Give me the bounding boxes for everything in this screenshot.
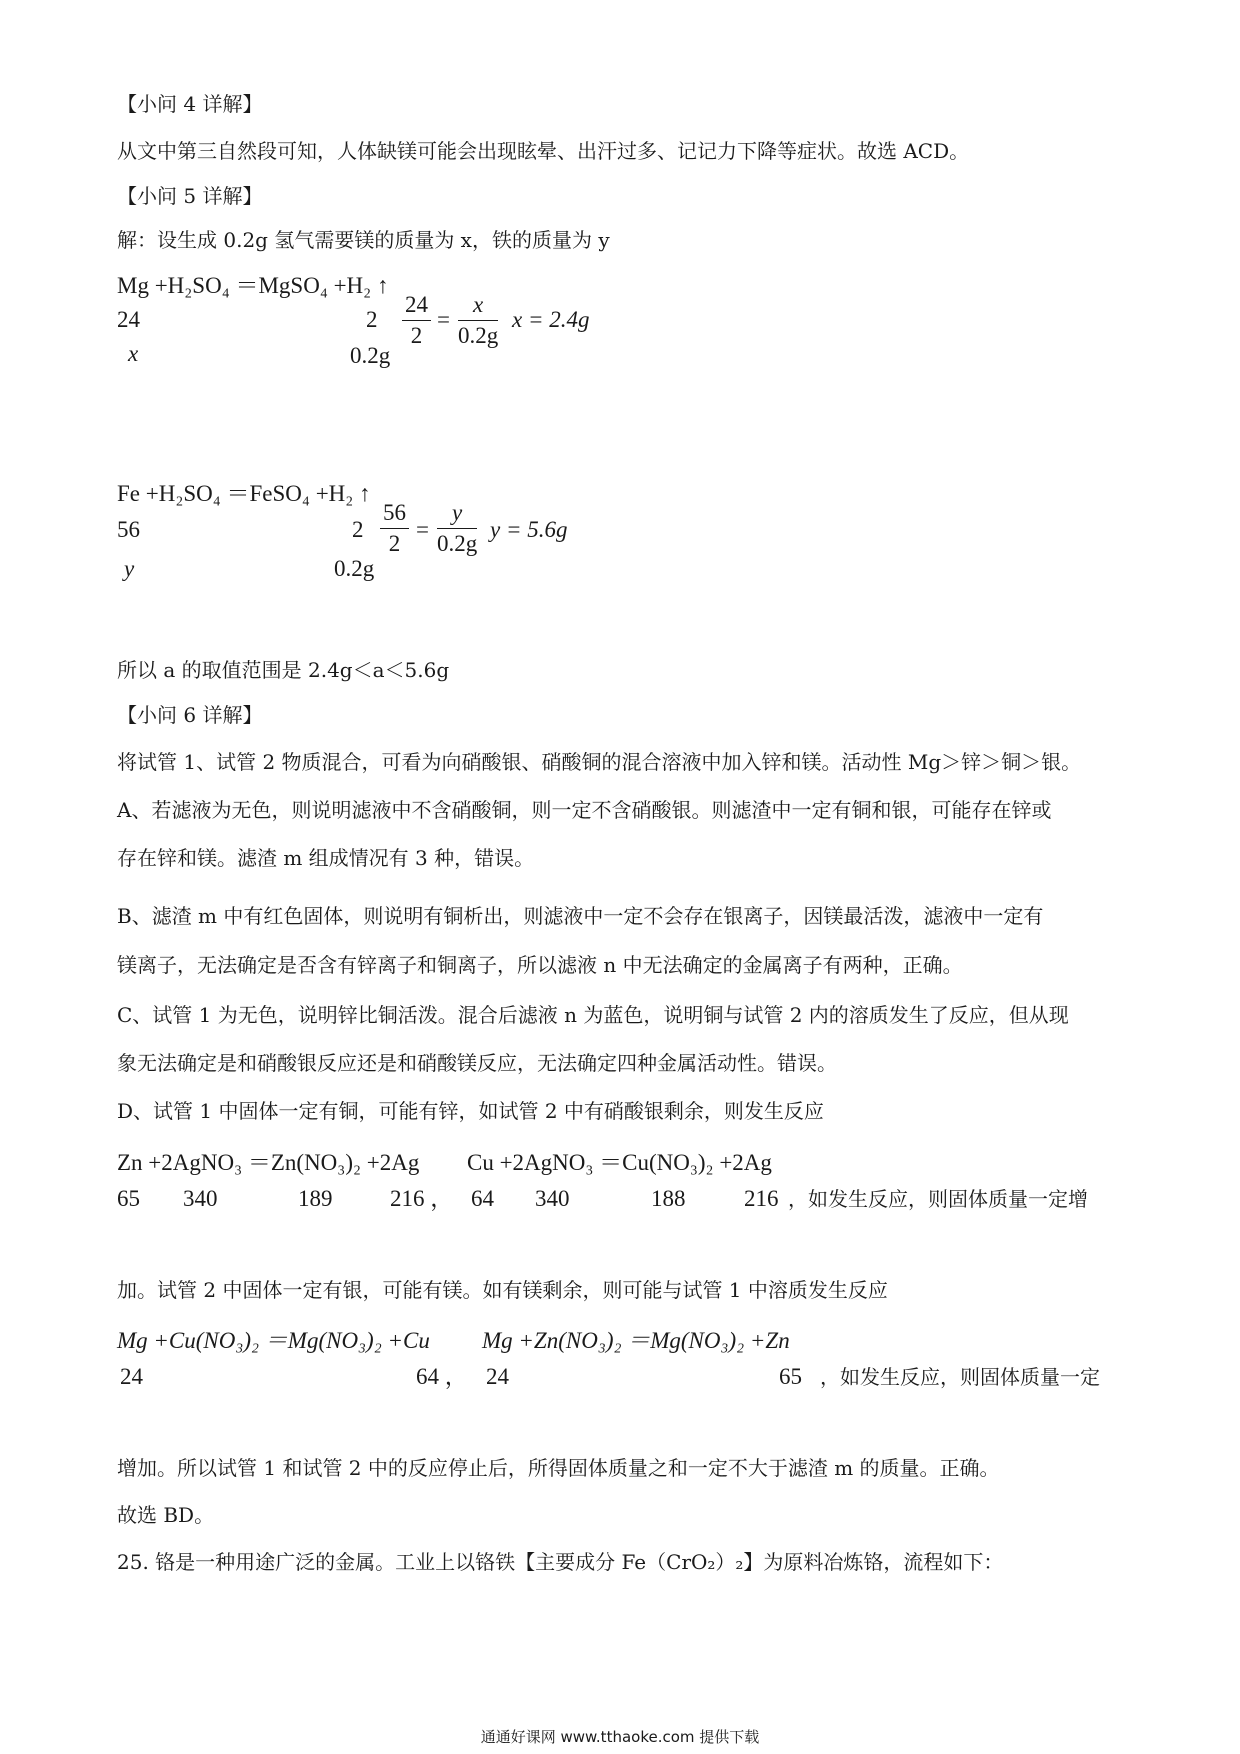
page-footer: 通通好课网 www.tthaoke.com 提供下载 xyxy=(480,1728,760,1746)
heading-q6: 【小问 6 详解】 xyxy=(117,703,263,727)
mass-value: 24 xyxy=(486,1364,509,1389)
unknown-var: y xyxy=(124,556,135,581)
mass-value: 216 xyxy=(744,1186,779,1211)
equation-mg-cu: Mg +Cu(NO₃)₂ ＝Mg(NO₃)₂ +Cu xyxy=(117,1328,430,1353)
text-line: 存在锌和镁。滤渣 m 组成情况有 3 种，错误。 xyxy=(117,846,535,870)
unknown-var: x xyxy=(128,341,139,366)
mass-value: 24 xyxy=(117,307,140,332)
text-line: D、试管 1 中固体一定有铜，可能有锌，如试管 2 中有硝酸银剩余，则发生反应 xyxy=(117,1099,824,1123)
fraction-denominator: 0.2g xyxy=(437,531,478,556)
mass-value: 64 xyxy=(471,1186,494,1211)
fraction xyxy=(402,292,431,349)
result: x = 2.4g xyxy=(512,307,590,332)
heading-q4: 【小问 4 详解】 xyxy=(117,92,263,116)
text-line: C、试管 1 为无色，说明锌比铜活泼。混合后滤液 n 为蓝色，说明铜与试管 2 内的溶质发生了反应，但从现 xyxy=(117,1003,1069,1027)
fraction-numerator: y xyxy=(437,500,477,529)
text-line: 加。试管 2 中固体一定有银，可能有镁。如有镁剩余，则可能与试管 1 中溶质发生反应 xyxy=(117,1278,888,1302)
text-line: 所以 a 的取值范围是 2.4g＜a＜5.6g xyxy=(117,658,450,682)
question-25: 25. 铬是一种用途广泛的金属。工业上以铬铁【主要成分 Fe（CrO₂）₂】为原料冶炼铬，流程如下： xyxy=(117,1550,1004,1574)
mass-value: 0.2g xyxy=(334,556,375,581)
fraction-denominator: 2 xyxy=(388,531,401,556)
result: y = 5.6g xyxy=(490,517,568,542)
mass-value: 340 xyxy=(183,1186,218,1211)
mass-value: 0.2g xyxy=(350,343,391,368)
fraction xyxy=(380,500,409,557)
fraction xyxy=(458,292,498,349)
text-line: ，如发生反应，则固体质量一定增 xyxy=(788,1187,1088,1211)
mass-value: 65 xyxy=(117,1186,140,1211)
text-line: 增加。所以试管 1 和试管 2 中的反应停止后，所得固体质量之和一定不大于滤渣 m 的质量。正确。 xyxy=(117,1456,1000,1480)
equals-sign: = xyxy=(416,517,429,542)
mass-value: 64 ， xyxy=(416,1364,468,1389)
fraction-numerator: 24 xyxy=(402,292,431,321)
fraction xyxy=(437,500,477,557)
mass-value: 340 xyxy=(535,1186,570,1211)
text-line: 解：设生成 0.2g 氢气需要镁的质量为 x，铁的质量为 y xyxy=(117,228,610,252)
equation-mg: Mg +H₂SO₄ ＝MgSO₄ +H₂ ↑ xyxy=(117,273,389,298)
text-line: 象无法确定是和硝酸银反应还是和硝酸镁反应，无法确定四种金属活动性。错误。 xyxy=(117,1051,837,1075)
fraction-numerator: 56 xyxy=(380,500,409,529)
mass-value: 216 ， xyxy=(390,1186,454,1211)
mass-value: 189 xyxy=(298,1186,333,1211)
mass-value: 24 xyxy=(120,1364,143,1389)
text-line: 故选 BD。 xyxy=(117,1503,215,1527)
fraction-denominator: 2 xyxy=(410,323,423,348)
equation-cu-ag: Cu +2AgNO₃ ＝Cu(NO₃)₂ +2Ag xyxy=(467,1150,772,1175)
mass-value: 2 xyxy=(366,307,378,332)
text-line: B、滤渣 m 中有红色固体，则说明有铜析出，则滤液中一定不会存在银离子，因镁最活泼，滤液中一定有 xyxy=(117,904,1044,928)
equation-mg-zn: Mg +Zn(NO₃)₂ ＝Mg(NO₃)₂ +Zn xyxy=(482,1328,790,1353)
text-line: A、若滤液为无色，则说明滤液中不含硝酸铜，则一定不含硝酸银。则滤渣中一定有铜和银，可能存在锌或 xyxy=(117,798,1052,822)
mass-value: 56 xyxy=(117,517,140,542)
fraction-numerator: x xyxy=(458,292,498,321)
equation-zn-ag: Zn +2AgNO₃ ＝Zn(NO₃)₂ +2Ag xyxy=(117,1150,420,1175)
mass-value: 188 xyxy=(651,1186,686,1211)
text-line: 镁离子，无法确定是否含有锌离子和铜离子，所以滤液 n 中无法确定的金属离子有两种，正确。 xyxy=(117,953,963,977)
fraction-denominator: 0.2g xyxy=(458,323,499,348)
equation-fe: Fe +H₂SO₄ ＝FeSO₄ +H₂ ↑ xyxy=(117,481,371,506)
equals-sign: = xyxy=(437,307,450,332)
text-line: 从文中第三自然段可知，人体缺镁可能会出现眩晕、出汗过多、记记力下降等症状。故选 ACD。 xyxy=(117,139,970,163)
text-line: 将试管 1、试管 2 物质混合，可看为向硝酸银、硝酸铜的混合溶液中加入锌和镁。活动性 Mg＞锌＞铜＞银。 xyxy=(117,750,1082,774)
mass-value: 2 xyxy=(352,517,364,542)
mass-value: 65 xyxy=(779,1364,802,1389)
text-line: ，如发生反应，则固体质量一定 xyxy=(820,1365,1100,1389)
heading-q5: 【小问 5 详解】 xyxy=(117,184,263,208)
